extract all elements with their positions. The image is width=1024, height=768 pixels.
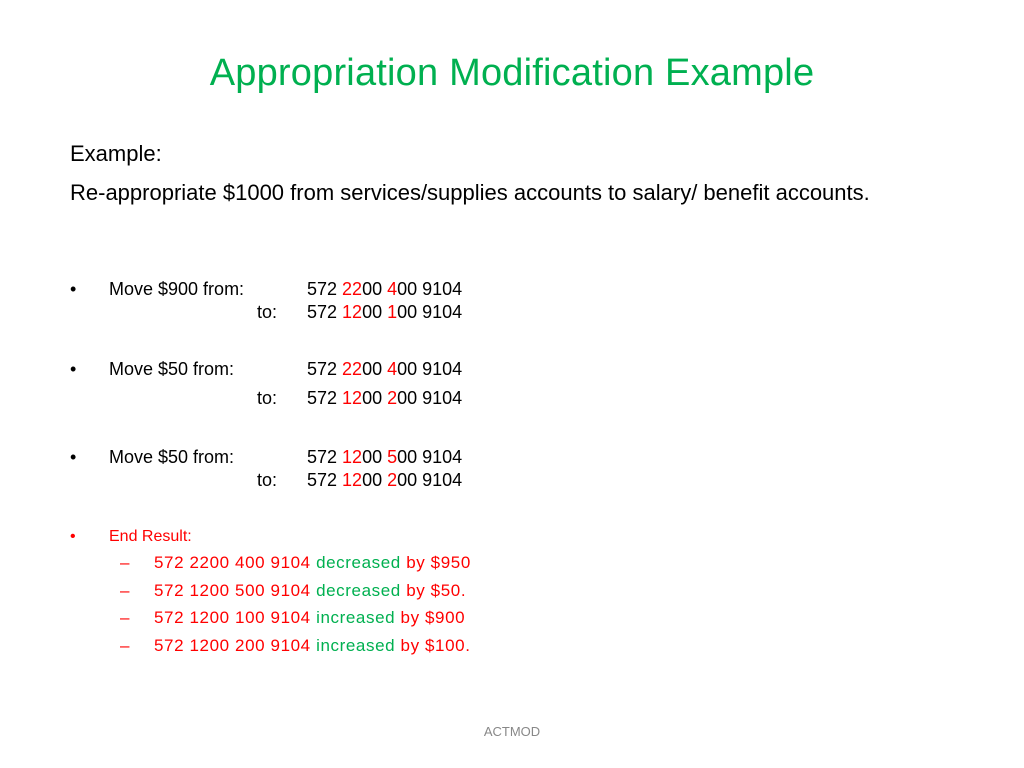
to-account: 572 1200 200 9104: [307, 388, 463, 408]
result-account: 572 1200 500 9104: [154, 581, 311, 600]
result-line-3: – 572 1200 100 9104 increased by $900: [120, 608, 466, 627]
result-account: 572 1200 100 9104: [154, 608, 311, 627]
slide-footer: ACTMOD: [483, 724, 541, 739]
bullet-icon: •: [70, 528, 76, 545]
move-to-label: to:: [256, 470, 277, 490]
move-item-1: [70, 278, 670, 328]
from-account: 572 1200 500 9104: [307, 447, 463, 467]
result-amount: by $50.: [406, 581, 467, 600]
from-account: 572 2200 400 9104: [307, 359, 463, 379]
result-amount: by $100.: [400, 636, 471, 655]
slide-title: Appropriation Modification Example: [209, 52, 815, 94]
move-item-2: [70, 358, 670, 418]
result-amount: by $950: [406, 553, 471, 572]
move-item-3: [70, 446, 670, 496]
example-description: Re-appropriate $1000 from services/supplies accounts to salary/ benefit accounts.: [70, 180, 870, 205]
from-account: 572 2200 400 9104: [307, 279, 463, 299]
result-line-1: – 572 2200 400 9104 decreased by $950: [120, 553, 471, 572]
result-line-4: – 572 1200 200 9104 increased by $100.: [120, 636, 471, 655]
move-to-label: to:: [256, 388, 277, 408]
example-label: Example:: [70, 141, 162, 166]
result-change: decreased: [316, 581, 401, 600]
move-from-label: Move $900 from:: [109, 279, 245, 299]
bullet-icon: •: [70, 447, 77, 467]
to-account: 572 1200 200 9104: [307, 470, 463, 490]
end-result-label: End Result:: [109, 528, 192, 545]
result-change: increased: [316, 608, 396, 627]
result-amount: by $900: [400, 608, 466, 627]
result-line-2: – 572 1200 500 9104 decreased by $50.: [120, 581, 467, 600]
result-change: decreased: [316, 553, 401, 572]
bullet-icon: •: [70, 359, 77, 379]
to-account: 572 1200 100 9104: [307, 302, 463, 322]
result-account: 572 1200 200 9104: [154, 636, 311, 655]
move-from-label: Move $50 from:: [109, 359, 235, 379]
result-change: increased: [316, 636, 396, 655]
result-account: 572 2200 400 9104: [154, 553, 311, 572]
move-from-label: Move $50 from:: [109, 447, 235, 467]
move-to-label: to:: [256, 302, 277, 322]
end-result-heading: [70, 526, 370, 548]
bullet-icon: •: [70, 279, 77, 299]
